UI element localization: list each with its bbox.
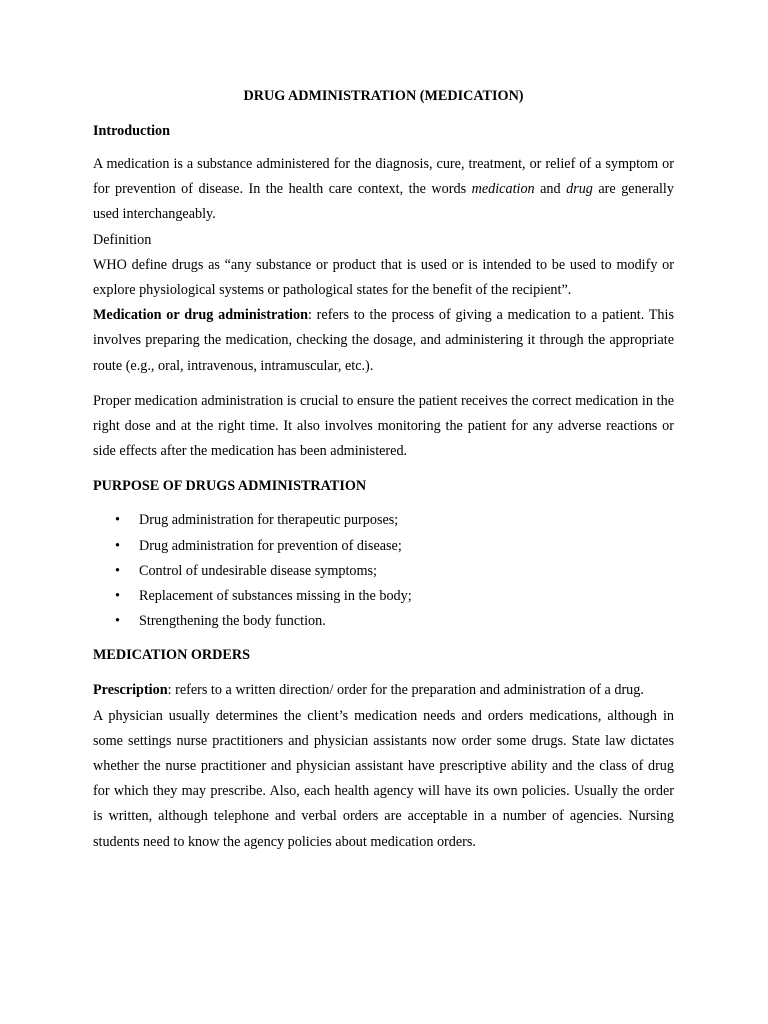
list-item	[93, 609, 674, 634]
list-item	[93, 508, 674, 533]
bullet-icon: •	[115, 537, 120, 554]
list-item-text: Drug administration for prevention of disease;	[139, 537, 402, 554]
list-item	[93, 584, 674, 609]
prescription-term: Prescription	[93, 682, 168, 699]
administration-term: Medication or drug administration	[93, 307, 308, 324]
purpose-list	[93, 508, 674, 634]
intro-term-medication: medication	[471, 181, 535, 198]
administration-paragraph	[93, 303, 674, 379]
intro-paragraph	[93, 152, 674, 228]
document-title: DRUG ADMINISTRATION (MEDICATION)	[243, 88, 524, 104]
prescription-paragraph	[93, 678, 674, 703]
purpose-heading: PURPOSE OF DRUGS ADMINISTRATION	[93, 478, 367, 495]
list-item-text: Strengthening the body function.	[139, 613, 326, 630]
definition-label: Definition	[93, 231, 152, 248]
intro-heading: Introduction	[93, 123, 170, 139]
list-item-text: Replacement of substances missing in the body;	[139, 588, 412, 605]
intro-text-3: are generally used interchangeably.	[93, 181, 674, 223]
intro-text-2: and	[534, 181, 567, 198]
intro-term-drug: drug	[566, 181, 593, 198]
who-definition-paragraph: WHO define drugs as “any substance or product that is used or is intended to be used to modify or explore physiological systems or pathological states for the benefit of the recipient”.	[93, 256, 674, 299]
bullet-icon: •	[115, 613, 120, 630]
document-body	[93, 86, 674, 855]
physician-paragraph: A physician usually determines the client’s medication needs and orders medications, although in some settings nurse practitioners and physician assistants now order some drugs. State law dictates whether the nurse practitioner and physician assistant have prescriptive ability and the class of drug for which they may prescribe. Also, each health agency will have its own policies. Usually the order is written, although telephone and verbal orders are acceptable in a number of agencies. Nursing students need to know the agency policies about medication orders.	[93, 707, 674, 850]
bullet-icon: •	[115, 588, 120, 605]
bullet-icon: •	[115, 562, 120, 579]
medication-orders-heading: MEDICATION ORDERS	[93, 647, 250, 664]
bullet-icon: •	[115, 512, 120, 529]
intro-text-1: A medication is a substance administered for the diagnosis, cure, treatment, or relief of a symptom or for prevention of disease. In the health care context, the words	[93, 156, 674, 198]
list-item-text: Control of undesirable disease symptoms;	[139, 562, 378, 579]
list-item-text: Drug administration for therapeutic purposes;	[139, 512, 399, 529]
proper-administration-paragraph: Proper medication administration is crucial to ensure the patient receives the correct medication in the right dose and at the right time. It also involves monitoring the patient for any adverse reactions or side effects after the medication has been administered.	[93, 392, 674, 460]
list-item	[93, 534, 674, 559]
administration-text: : refers to the process of giving a medication to a patient. This involves preparing the medication, checking the dosage, and administering it through the appropriate route (e.g., oral, intravenous, intramuscular, etc.).	[93, 307, 674, 374]
prescription-text: : refers to a written direction/ order for the preparation and administration of a drug.	[167, 682, 644, 699]
list-item	[93, 559, 674, 584]
